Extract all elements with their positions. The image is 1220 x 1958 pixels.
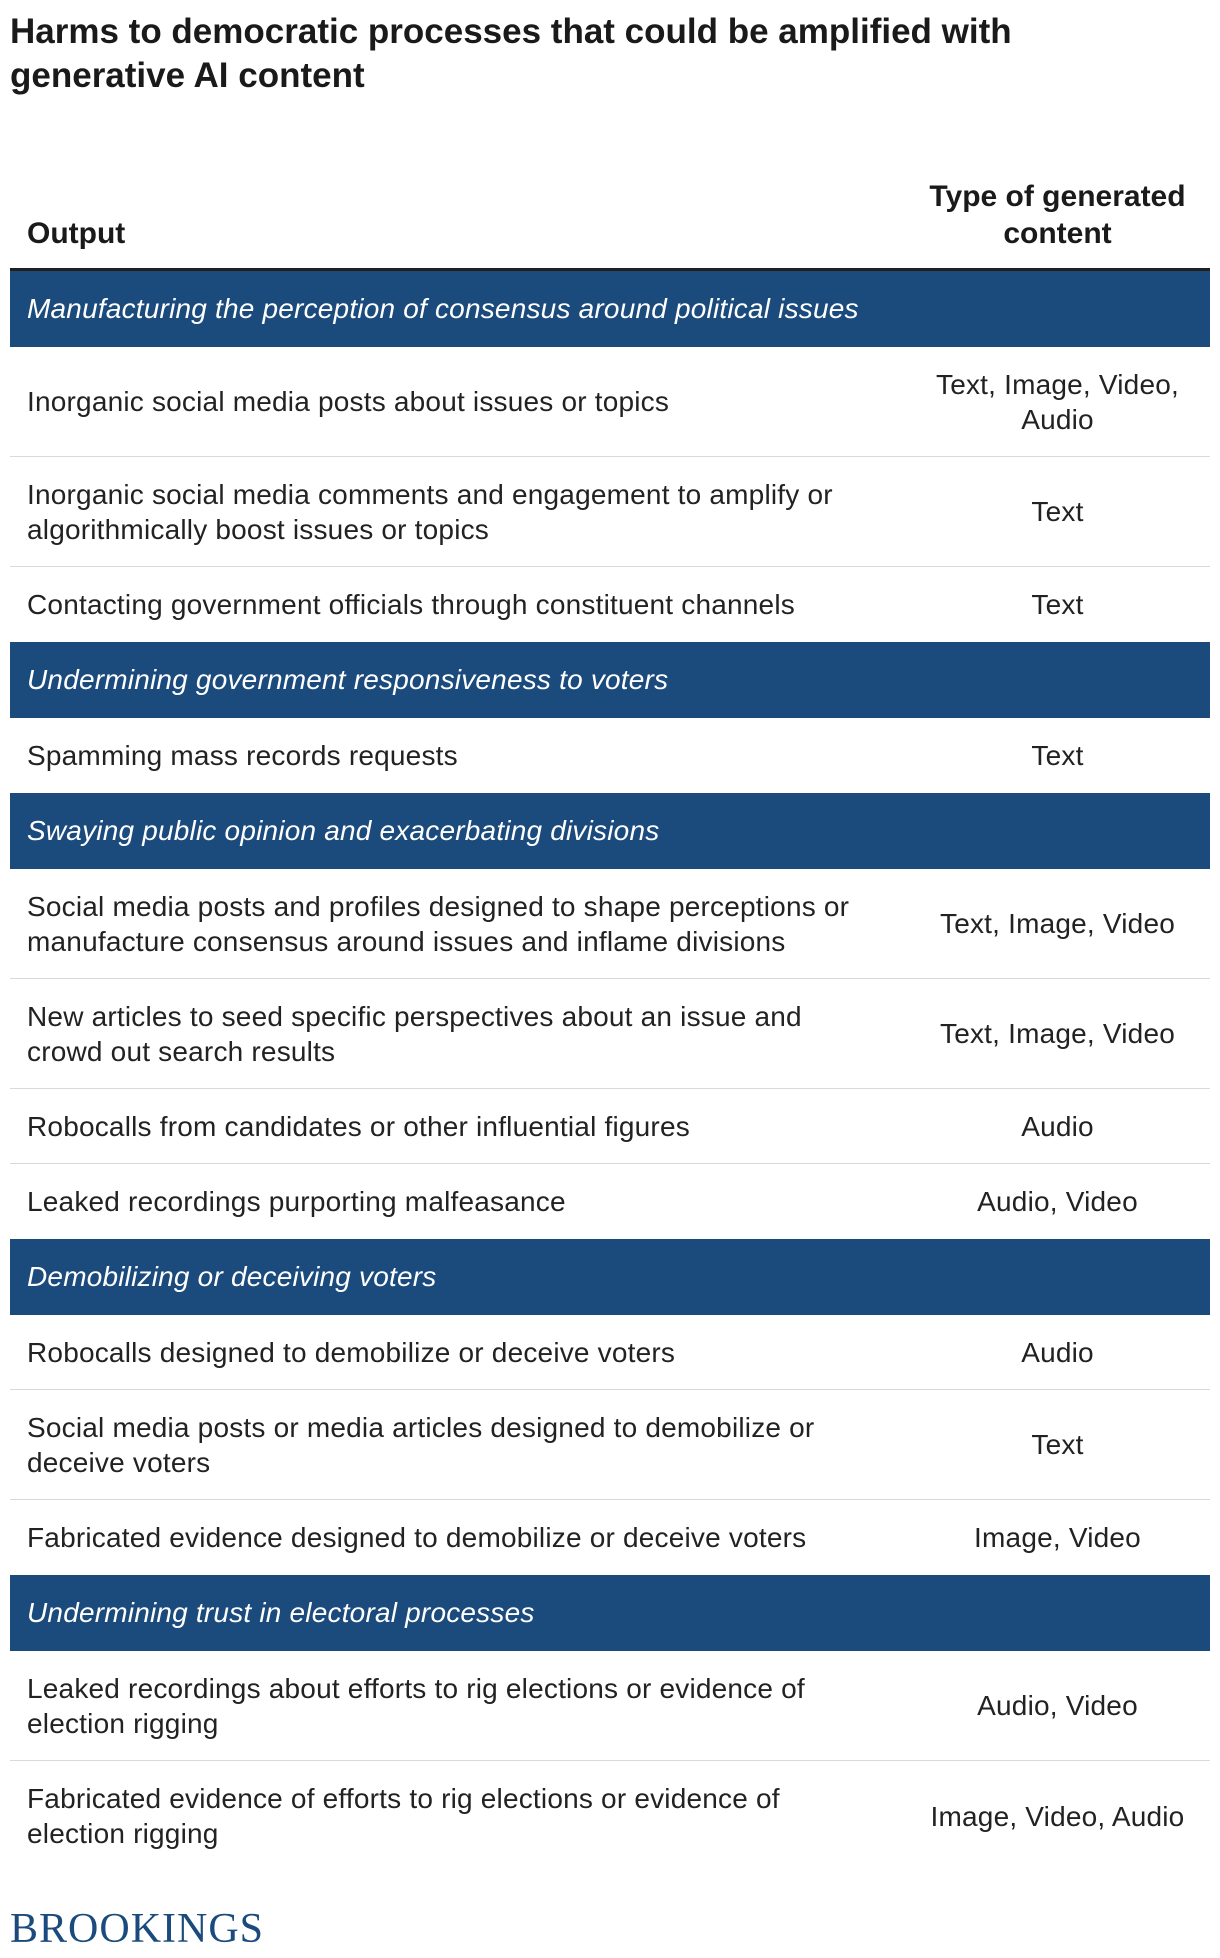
content-type-cell: Text, Image, Video	[940, 1018, 1175, 1049]
table-row	[10, 869, 1210, 979]
table-row	[10, 1761, 1210, 1871]
brookings-logo: BROOKINGS	[10, 1906, 265, 1952]
output-cell: Leaked recordings purporting malfeasance	[27, 1186, 566, 1217]
column-header-type: Type of generated content	[929, 180, 1186, 250]
output-cell: Robocalls from candidates or other influential figures	[27, 1110, 690, 1142]
page	[10, 0, 1210, 1849]
table-row	[10, 1089, 1210, 1164]
output-cell: Social media posts and profiles designed to shape perceptions or manufacture consensus around issues and inflame divisions	[27, 890, 850, 957]
output-cell: Inorganic social media posts about issues or topics	[27, 386, 670, 417]
output-cell: Spamming mass records requests	[27, 740, 458, 771]
table-row	[10, 1390, 1210, 1500]
content-type-cell: Image, Video, Audio	[930, 1800, 1185, 1832]
content-type-cell: Text	[1031, 589, 1084, 620]
table-row	[10, 457, 1210, 567]
group-label: Swaying public opinion and exacerbating divisions	[27, 815, 660, 846]
content-type-cell: Audio	[1021, 1336, 1094, 1368]
content-type-cell: Audio	[1021, 1110, 1094, 1142]
table-row	[10, 1500, 1210, 1575]
content-type-cell: Text	[1031, 1429, 1084, 1460]
content-type-cell: Text, Image, Video	[940, 908, 1175, 939]
table-header	[10, 170, 1210, 271]
group-label: Undermining trust in electoral processes	[27, 1597, 535, 1628]
output-cell: Fabricated evidence of efforts to rig elections or evidence of election rigging	[27, 1783, 780, 1849]
group-row	[10, 793, 1210, 869]
group-label: Undermining government responsiveness to voters	[27, 664, 669, 695]
table-row	[10, 979, 1210, 1089]
output-cell: New articles to seed specific perspectives about an issue and crowd out search results	[27, 1000, 802, 1067]
output-cell: Inorganic social media comments and engagement to amplify or algorithmically boost issues or topics	[27, 478, 833, 545]
table-row	[10, 567, 1210, 642]
table-row	[10, 1164, 1210, 1239]
output-cell: Leaked recordings about efforts to rig elections or evidence of election rigging	[27, 1672, 805, 1739]
group-label: Manufacturing the perception of consensus around political issues	[27, 293, 859, 324]
output-cell: Robocalls designed to demobilize or deceive voters	[27, 1336, 676, 1368]
content-type-cell: Audio, Video	[977, 1690, 1138, 1721]
output-cell: Fabricated evidence designed to demobilize or deceive voters	[27, 1522, 807, 1553]
harms-table	[10, 170, 1210, 1871]
content-type-cell: Audio, Video	[977, 1186, 1138, 1217]
content-type-cell: Text	[1031, 496, 1084, 527]
content-type-cell: Text, Image, Video, Audio	[936, 368, 1179, 435]
group-row	[10, 1239, 1210, 1315]
content-type-cell: Text	[1031, 740, 1084, 771]
group-row	[10, 642, 1210, 718]
group-row	[10, 1575, 1210, 1651]
table-row	[10, 718, 1210, 793]
table-row	[10, 1315, 1210, 1390]
output-cell: Contacting government officials through constituent channels	[27, 589, 795, 620]
column-header-output: Output	[27, 217, 126, 250]
group-row	[10, 271, 1210, 347]
content-type-cell: Image, Video	[974, 1522, 1141, 1553]
table-row	[10, 347, 1210, 457]
output-cell: Social media posts or media articles designed to demobilize or deceive voters	[27, 1411, 815, 1478]
group-label: Demobilizing or deceiving voters	[27, 1261, 437, 1292]
page-title: Harms to democratic processes that could be amplified with generative AI content	[10, 12, 1012, 95]
table-row	[10, 1651, 1210, 1761]
